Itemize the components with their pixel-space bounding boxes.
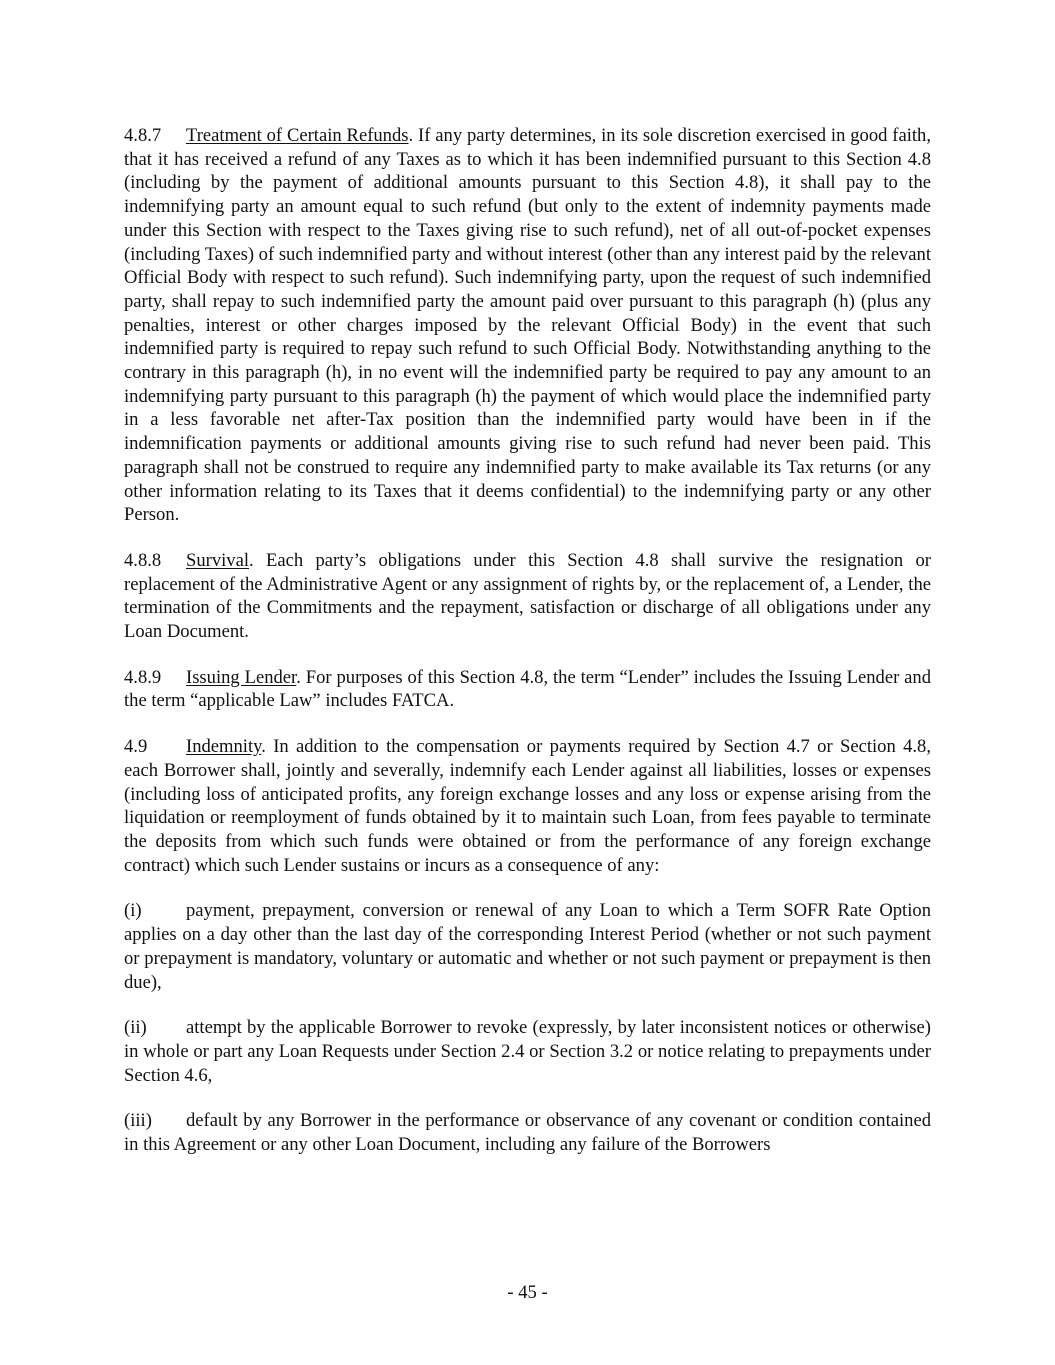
list-item-ii [124, 1016, 931, 1087]
item-body: payment, prepayment, conversion or renewal of any Loan to which a Term SOFR Rate Option applies on a day other than the last day of the corresponding Interest Period (whether or not such payment or prepayment is mandatory, voluntary or automatic and whether or not such payment or prepayment is then due), [124, 900, 931, 993]
document-page [124, 124, 931, 1179]
section-body: . Each party’s obligations under this Section 4.8 shall survive the resignation or replacement of the Administrative Agent or any assignment of rights by, or the replacement of, a Lender, the termination of the Commitments and the repayment, satisfaction or discharge of all obligations under any Loan Document. [124, 549, 931, 643]
section-body: . In addition to the compensation or payments required by Section 4.7 or Section 4.8, each Borrower shall, jointly and severally, indemnify each Lender against all liabilities, losses or expenses (including loss of anticipated profits, any foreign exchange losses and any loss or expense arising from the liquidation or reemployment of funds obtained by it to maintain such Loan, from fees payable to terminate the deposits from which such funds were obtained or from the performance of any foreign exchange contract) which such Lender sustains or incurs as a consequence of any: [124, 736, 931, 876]
section-4-8-9 [124, 666, 931, 713]
item-body: attempt by the applicable Borrower to revoke (expressly, by later inconsistent notices or otherwise) in whole or part any Loan Requests under Section 2.4 or Section 3.2 or notice relating to prepayments under Section 4.6, [124, 1017, 931, 1086]
item-body: default by any Borrower in the performance or observance of any covenant or condition contained in this Agreement or any other Loan Document, including any failure of the Borrowers [124, 1110, 931, 1156]
section-heading: Issuing Lender [186, 666, 297, 688]
section-4-8-7 [124, 124, 931, 527]
section-4-9 [124, 735, 931, 877]
section-number: 4.8.7 [124, 125, 162, 146]
section-body: . For purposes of this Section 4.8, the term “Lender” includes the Issuing Lender and the term “applicable Law” includes FATCA. [124, 666, 932, 712]
list-item-iii [124, 1109, 931, 1156]
section-heading: Survival [186, 549, 250, 571]
list-item-i [124, 899, 931, 994]
item-number: (ii) [124, 1017, 147, 1039]
section-4-8-8 [124, 549, 931, 644]
section-number: 4.8.8 [124, 549, 162, 571]
item-number: (i) [124, 900, 142, 922]
page-number: - 45 - [507, 1282, 548, 1303]
section-number: 4.9 [124, 736, 148, 758]
item-number: (iii) [124, 1110, 152, 1132]
section-body: . If any party determines, in its sole discretion exercised in good faith, that it has received a refund of any Taxes as to which it has been indemnified pursuant to this Section 4.8 (including by the payment of additional amounts pursuant to this Section 4.8), it shall pay to the indemnifying party an amount equal to such refund (but only to the extent of indemnity payments made under this Section with respect to the Taxes giving rise to such refund), net of all out-of-pocket expenses (including Taxes) of such indemnified party and without interest (other than any interest paid by the relevant Official Body with respect to such refund). Such indemnifying party, upon the request of such indemnified party, shall repay to such indemnified party the amount paid over pursuant to this paragraph (h) (plus any penalties, interest or other charges imposed by the relevant Official Body) in the event that such indemnified party is required to repay such refund to such Official Body. Notwithstanding anything to the contrary in this paragraph (h), in no event will the indemnified party be required to pay any amount to an indemnifying party pursuant to this paragraph (h) the payment of which would place the indemnified party in a less favorable net after-Tax position than the indemnified party would have been in if the indemnification payments or additional amounts giving rise to such refund had never been paid. This paragraph shall not be construed to require any indemnified party to make available its Tax returns (or any other information relating to its Taxes that it deems confidential) to the indemnifying party or any other Person. [124, 125, 931, 526]
section-heading: Treatment of Certain Refunds [186, 125, 409, 146]
section-heading: Indemnity [186, 736, 262, 758]
section-number: 4.8.9 [124, 666, 162, 688]
